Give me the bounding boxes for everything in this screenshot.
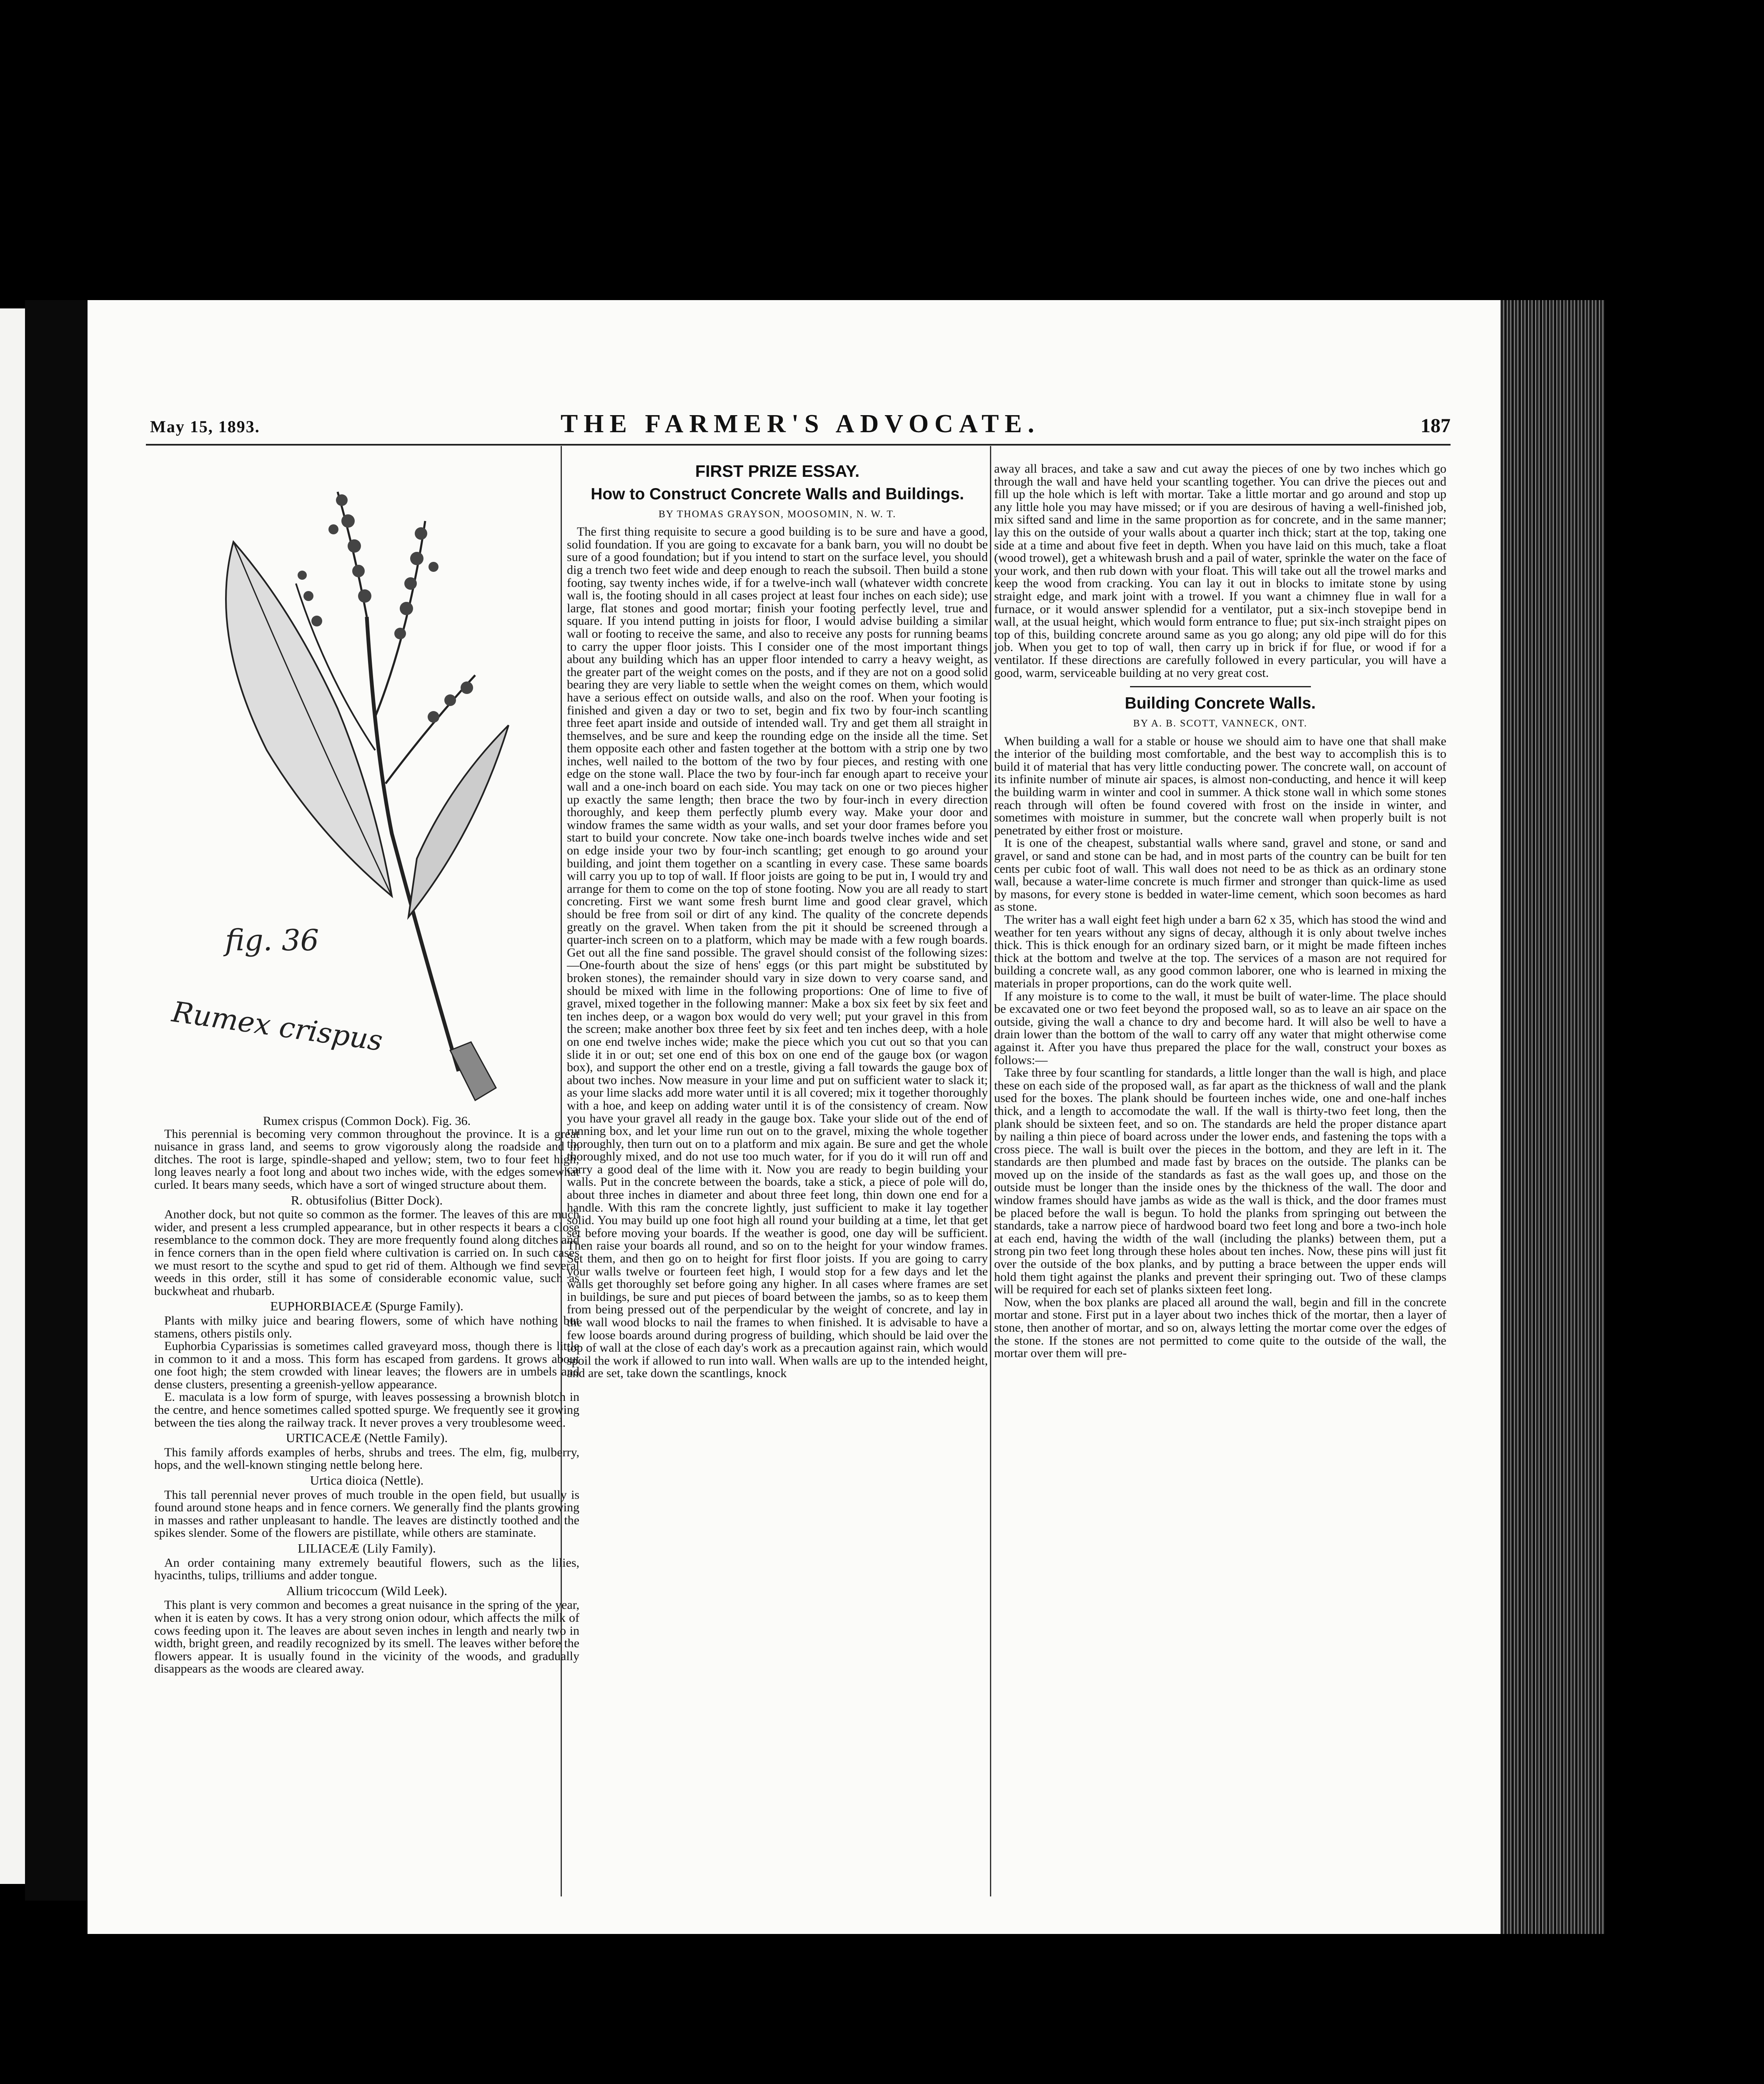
nettle-text: This tall perennial never proves of much trouble in the open field, but usually is found around stone heaps and in fence corners. We generally find the plants growing in masses and rather unpleasant to handle. The leaves are distinctly toothed and the spikes slender. Some of the flowers are pistillate, while others are staminate. [154, 1488, 579, 1540]
subhead-liliaceae: LILIACEÆ (Lily Family). [298, 1541, 436, 1555]
wild-leek-text: This plant is very common and becomes a great nuisance in the spring of the year, when it is eaten by cows. It has a very strong onion odour, which affects the milk of cows feeding upon it. The leaves are about seven inches in length and nearly two in width, bright green, and readily recognized by its smell. The leaves wither before the flowers appear. It is usually found in the vicinity of the woods, and gradually disappears as the woods are cleared away. [154, 1598, 579, 1676]
second-article-para-3: The writer has a wall eight feet high under a barn 62 x 35, which has stood the wind and weather for ten years without any signs of decay, although it is only about twelve inches thick. This is thick enough for an ordinary sized barn, or it might be made fifteen inches thick at the bottom and twelve at the top. The services of a mason are not required for building a concrete wall, as any good common laborer, one who is learned in mixing the materials in proper proportions, can do the work quite well. [994, 913, 1446, 990]
figure-handwritten-number: fig. 36 [225, 923, 319, 957]
subhead-euphorbiaceae: EUPHORBIACEÆ (Spurge Family). [270, 1299, 464, 1314]
essay-label: FIRST PRIZE ESSAY. [695, 462, 860, 481]
figure-caption: Rumex crispus (Common Dock). Fig. 36. [263, 1114, 471, 1128]
subhead-urticaceae: URTICACEÆ (Nettle Family). [286, 1430, 448, 1445]
page-header [150, 409, 1451, 443]
bitter-dock-text: Another dock, but not quite so common as the former. The leaves of this are much wider, and present a less crumpled appearance, but in other respects it bears a close resemblance to the common dock. They are more frequently found along ditches and in fence corners than in the open field where cultivation is carried on. In such cases we must resort to the scythe and spud to get rid of them. Although we find several weeds in this order, still it has some of considerable economic value, such as buckwheat and rhubarb. [154, 1207, 579, 1298]
euphorbia-cyparissias-text: Euphorbia Cyparissias is sometimes called graveyard moss, though there is little in common to it and a moss. This form has escaped from gardens. It grows about one foot high; the stem crowded with linear leaves; the flowers are in umbels and dense clusters, presenting a greenish-yellow appearance. [154, 1339, 579, 1391]
essay-title: How to Construct Concrete Walls and Buildings. [591, 485, 964, 503]
newspaper-page [88, 300, 1501, 1934]
euphorbia-maculata-text: E. maculata is a low form of spurge, with leaves possessing a brownish blotch in the centre, and hence sometimes called spotted spurge. We frequently see it growing between the ties along the railway track. It never proves a very troublesome weed. [154, 1390, 579, 1430]
second-article-para-1: When building a wall for a stable or house we should aim to have one that shall make the interior of the building most comfortable, and the best way to accomplish this is to build it of material that has very little conducting power. The concrete wall, on account of its infinite number of minute air spaces, is almost non-conducting, and hence it will keep the building warm in winter and cool in summer. A thick stone wall in which some stones reach through will often be found covered with frost on the inside in winter, and sometimes with moisture in summer, but the concrete wall when properly built is not penetrated by either frost or moisture. [994, 734, 1446, 837]
column-rule-2 [990, 446, 991, 1896]
second-article-para-4: If any moisture is to come to the wall, it must be built of water-lime. The place should be excavated one or two feet beyond the proposed wall, so as to leave an air space on the outside, giving the wall a chance to dry and become hard. It will also be well to have a drain lower than the bottom of the wall to carry off any water that might otherwise come against it. After you have thus prepared the place for the wall, construct your boxes as follows:— [994, 989, 1446, 1067]
article-divider [1130, 686, 1311, 687]
second-article-title: Building Concrete Walls. [1125, 694, 1316, 713]
right-column [994, 463, 1446, 1360]
second-article-para-5: Take three by four scantling for standards, a little longer than the wall is high, and place these on each side of the proposed wall, as far apart as the thickness of wall and the plank used for the boxes. The plank should be fourteen inches wide, one and one-half inches thick, and a length to accomodate the wall. If the wall is thirty-two feet long, then the plank should be sixteen feet, and so on. The standards are held the proper distance apart by nailing a thin piece of board across under the lower ends, and fastening the tops with a cross piece. The wall is built over the pieces in the bottom, and they are left in it. The standards are then plumbed and made fast by braces on the outside. The planks can be moved up on the inside of the standards as fast as the wall goes up, and those on the outside must be longer than the inside ones by the thickness of the wall. The door and window frames should have jambs as wide as the wall is thick, and the door frames must be placed before the wall is begun. To hold the planks from springing out between the standards, take a narrow piece of hardwood board two feet long and bore a two-inch hole at each end, having the width of the wall (including the planks) between them, put a strong pin two feet long through these holes about ten inches. Now, these pins will just fit over the outside of the box planks, and by putting a brace between the upper ends will hold them tight against the planks and prevent their springing out. Two of these clamps will be required for each set of planks sixteen feet long. [994, 1066, 1446, 1297]
page-number: 187 [1421, 415, 1451, 437]
rumex-crispus-illustration [158, 458, 534, 1109]
middle-column [567, 463, 988, 1380]
spurge-family-text: Plants with milky juice and bearing flowers, some of which have nothing but stamens, others pistils only. [154, 1313, 579, 1340]
lily-family-text: An order containing many extremely beautiful flowers, such as the lilies, hyacinths, tulips, trilliums and adder tongue. [154, 1555, 579, 1583]
book-page-edges [1501, 300, 1605, 1934]
essay-body: The first thing requisite to secure a good building is to be sure and have a good, solid foundation. If you are going to excavate for a bank barn, you will no doubt be sure of a good foundation; but if you intend to start on the surface level, you should dig a trench two feet wide and deep enough to reach the subsoil. Then build a stone footing, say twenty inches wide, if for a twelve-inch wall (whatever width concrete wall is, the footing should in all cases project at least four inches on each side); use large, flat stones and good mortar; finish your footing perfectly level, true and square. If you intend putting in joists for floor, I would advise building a similar wall or footing to receive the same, and also to receive any posts for running beams to carry the upper floor joists. This I consider one of the most important things about any building which has an upper floor intended to carry a heavy weight, as the greater part of the weight comes on the posts, and if they are not on a good solid bearing they are very liable to settle when the weight comes on them, which would have a serious effect on outside walls, and also on the roof. When your footing is finished and given a day or two to set, begin and fix two by four-inch scantling three feet apart inside and outside of intended wall. Try and get them all straight in themselves, and be sure and keep the rounding edge on the inside all the time. Set them opposite each other and fasten together at the bottom with a strip one by two inches, well nailed to the bottom of the two by four pieces, and resting with one edge on the stone wall. Place the two by four-inch far enough apart to receive your wall and a one-inch board on each side. You may tack on one or two pieces higher up exactly the same length; then brace the two by four-inch in every direction thoroughly, and keep them perfectly plumb every way. Make your door and window frames the same width as your walls, and set your door frames before you start to build your concrete. Now take one-inch boards twelve inches wide and set on edge inside your two by four-inch scantling; get enough to go around your building, and joint them together on a scantling in every case. These same boards will carry you up to top of wall. If floor joists are going to be put in, I would try and arrange for them to come on the top of stone footing. Now you are all ready to start concreting. First we want some fresh burnt lime and good clear gravel, which should be free from soil or dirt of any kind. The quality of the concrete depends greatly on the gravel. When taken from the pit it should be screened through a quarter-inch screen on to a platform, which may be made with a few rough boards. Get out all the fine sand possible. The gravel should consist of the following sizes:—One-fourth about the size of hens' eggs (or this part might be substituted by broken stones), the remainder should vary in size down to very coarse sand, and should be mixed with lime in the following proportions: One of lime to five of gravel, mixed together in the following manner: Make a box six feet by six feet and ten inches deep, or a wagon box would do very well; put your gravel in this from the screen; make another box three feet by six feet and ten inches deep, with a hole on one end twelve inches wide; make the piece which you cut out so that you can slide it in or out; set one end of this box on one end of the gauge box (or wagon box), and support the other end on a trestle, giving a fall towards the gauge box of about two inches. Now measure in your lime and put on sufficient water to slack it; as your lime slacks add more water until it is all covered; mix it together thoroughly with a hoe, and keep on adding water until it is of the consistency of cream. Now you have your gravel all ready in the gauge box. Take your slide out of the end of running box, and let your lime run out on to the gravel, mixing the whole together thoroughly, then turn out on to a platform and mix again. Be sure and get the whole thoroughly mixed, and do not use too much water, for if you do it will run off and carry a good deal of the lime with it. Now you are ready to begin building your walls. Put in the concrete between the boards, take a stick, a piece of pole will do, about three inches in diameter and about three feet long, thin down one end for a handle. With this ram the concrete lightly, just sufficient to make it lay together solid. You may build up one foot high all round your building at a time, let that get set before moving your boards. If the weather is good, one day will be sufficient. Then raise your boards all round, and so on to the height for your window frames. Set them, and then go on to height for first floor joists. If you are going to carry your walls twelve or fourteen feet high, I would stop for a few days and let the walls get thoroughly set before going any higher. In all cases where frames are set in buildings, be sure and put pieces of board between the jambs, so as to keep them from being pressed out of the perpendicular by the weight of concrete, and lay in the wall wood blocks to nail the frames to when finished. It is advisable to have a few loose boards around during progress of building, which should be laid over the top of wall at the close of each day's work as a precaution against rain, which would spoil the work if allowed to run into wall. When walls are up to the intended height, and are set, take down the scantlings, knock [567, 525, 988, 1380]
figure-handwritten-species: Rumex crispus [170, 995, 385, 1058]
issue-date: May 15, 1893. [150, 417, 260, 436]
binding-shadow [25, 300, 89, 1901]
masthead-title: THE FARMER'S ADVOCATE. [560, 410, 1040, 438]
dock-plant-drawing [158, 458, 534, 1109]
second-article-para-2: It is one of the cheapest, substantial walls where sand, gravel and stone, or sand and gravel, or sand and stone can be had, and in most parts of the country can be built for ten cents per cubic foot of wall. This wall does not need to be as thick as an ordinary stone wall, because a water-lime concrete is much firmer and stronger than quick-lime as used by masons, for every stone is bedded in water-lime cement, which soon becomes as hard as stone. [994, 836, 1446, 914]
nettle-family-text: This family affords examples of herbs, shrubs and trees. The elm, fig, mulberry, hops, and the well-known stinging nettle belong here. [154, 1445, 579, 1472]
header-rule [146, 444, 1451, 446]
second-article-para-6: Now, when the box planks are placed all around the wall, begin and fill in the concrete mortar and stone. First put in a layer about two inches thick of the mortar, then a layer of stone, then another of mortar, and so on, always letting the mortar come over the edges of the stone. If the stones are not permitted to come quite to the outside of the wall, the mortar over them will pre- [994, 1295, 1446, 1360]
second-article-byline: BY A. B. SCOTT, VANNECK, ONT. [1133, 718, 1308, 729]
facing-page-edge [0, 308, 25, 1884]
essay-continuation: away all braces, and take a saw and cut away the pieces of one by two inches which go through the wall and have held your scantling together. You can drive the pieces out and fill up the hole which is left with mortar. Take a little mortar and go around and stop up any little hole you may have missed; or if you are desirous of having a well-finished job, mix sifted sand and lime in the same proportion as for concrete, and in the same manner; lay this on the outside of your walls about a quarter inch thick; start at the top, taking one side at a time and about five feet in depth. When you have laid on this much, take a float (wood trowel), get a whitewash brush and a pail of water, sprinkle the water on the face of your work, and then rub down with your float. This will take out all the trowel marks and keep the wood from cracking. You can lay it out in blocks to imitate stone by using straight edge, and mark joint with a trowel. If you want a chimney flue in wall for a furnace, or it would answer splendid for a ventilator, put a six-inch stovepipe bend in wall, at the usual height, which would form entrance to flue; put six-inch straight pipes on top of this, building concrete around same as you go along; any old pipe will do for this job. When you get to top of wall, then carry up in brick if for flue, or wood if for a ventilator. If these directions are carefully followed in every particular, you will have a good, warm, serviceable building at no very great cost. [994, 462, 1446, 680]
essay-byline: BY THOMAS GRAYSON, MOOSOMIN, N. W. T. [658, 508, 897, 520]
subhead-urtica-dioica: Urtica dioica (Nettle). [310, 1473, 424, 1488]
subhead-allium: Allium tricoccum (Wild Leek). [286, 1583, 448, 1598]
rumex-crispus-text: This perennial is becoming very common throughout the province. It is a great nuisance in grass land, and seems to grow vigorously along the roadside and in ditches. The root is large, spindle-shaped and yellow; stem, two to four feet high; long leaves nearly a foot long and about two inches wide, with the edges somewhat curled. It bears many seeds, which have a sort of winged structure about them. [154, 1127, 579, 1192]
left-column [154, 1115, 579, 1676]
subhead-obtusifolius: R. obtusifolius (Bitter Dock). [291, 1192, 443, 1207]
